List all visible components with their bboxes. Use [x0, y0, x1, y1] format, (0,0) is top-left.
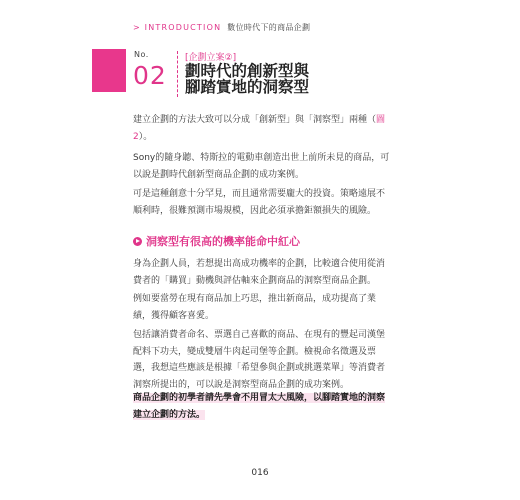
page-number: 016 [251, 468, 269, 478]
paragraph-5: 例如要當勞在現有商品加上巧思，推出新商品，成功提高了業績，獲得顧客喜愛。 [133, 294, 377, 321]
chapter-number-label: No. [134, 50, 149, 59]
paragraph-1-text-a: 建立企劃的方法大致可以分成「創新型」與「洞察型」兩種（ [133, 115, 377, 125]
section-heading [133, 233, 300, 249]
paragraph-2: Sony的隨身聽、特斯拉的電動車創造出世上前所未見的商品，可以說是劃時代創新型商品企劃的成功案例。 [133, 153, 390, 180]
paragraph-4: 身為企劃人員，若想提出高成功機率的企劃，比較適合使用從消費者的「購買」動機與評估軸來企劃商品的洞察型商品企劃。 [133, 259, 386, 286]
highlight-text: 商品企劃的初學者請先學會不用冒太大風險，以腳踏實地的洞察建立企劃的方法。 [133, 393, 386, 420]
paragraph-6: 包括讓消費者命名、票選自己喜歡的商品、在現有的豐起司漢堡配料下功夫，變成雙層牛肉起司堡等企劃。檢視命名徵選及票選，我想這些應該是根據「希望參與企劃或挑選菜單」等消費者洞察所提出的，可以說是洞察型商品企劃的成功案例。 [133, 330, 386, 390]
section-heading-text: 洞察型有很高的機率能命中紅心 [146, 235, 300, 248]
chapter-color-block [92, 49, 126, 92]
chapter-tag: [企劃立案②] [185, 53, 237, 63]
title-divider [177, 51, 178, 97]
running-head [133, 22, 310, 33]
chapter-title [185, 63, 309, 95]
paragraph-3: 可是這種創意十分罕見，而且通常需要龐大的投資。策略遠展不順利時，很難預測市場規模，因此必須承擔鉅額損失的風險。 [133, 189, 386, 216]
chapter-number: 02 [133, 61, 167, 90]
running-head-title: 數位時代下的商品企劃 [227, 23, 311, 32]
figure-reference: 圖2 [133, 115, 386, 142]
chapter-title-line1: 劃時代的創新型與 [185, 62, 310, 80]
highlight-paragraph [133, 390, 393, 423]
paragraph-1-text-b: ）。 [138, 131, 153, 142]
running-head-section: > INTRODUCTION [133, 23, 222, 32]
play-bullet-icon [133, 237, 142, 246]
paragraph-1 [133, 112, 393, 145]
chapter-title-line2: 腳踏實地的洞察型 [185, 78, 310, 96]
